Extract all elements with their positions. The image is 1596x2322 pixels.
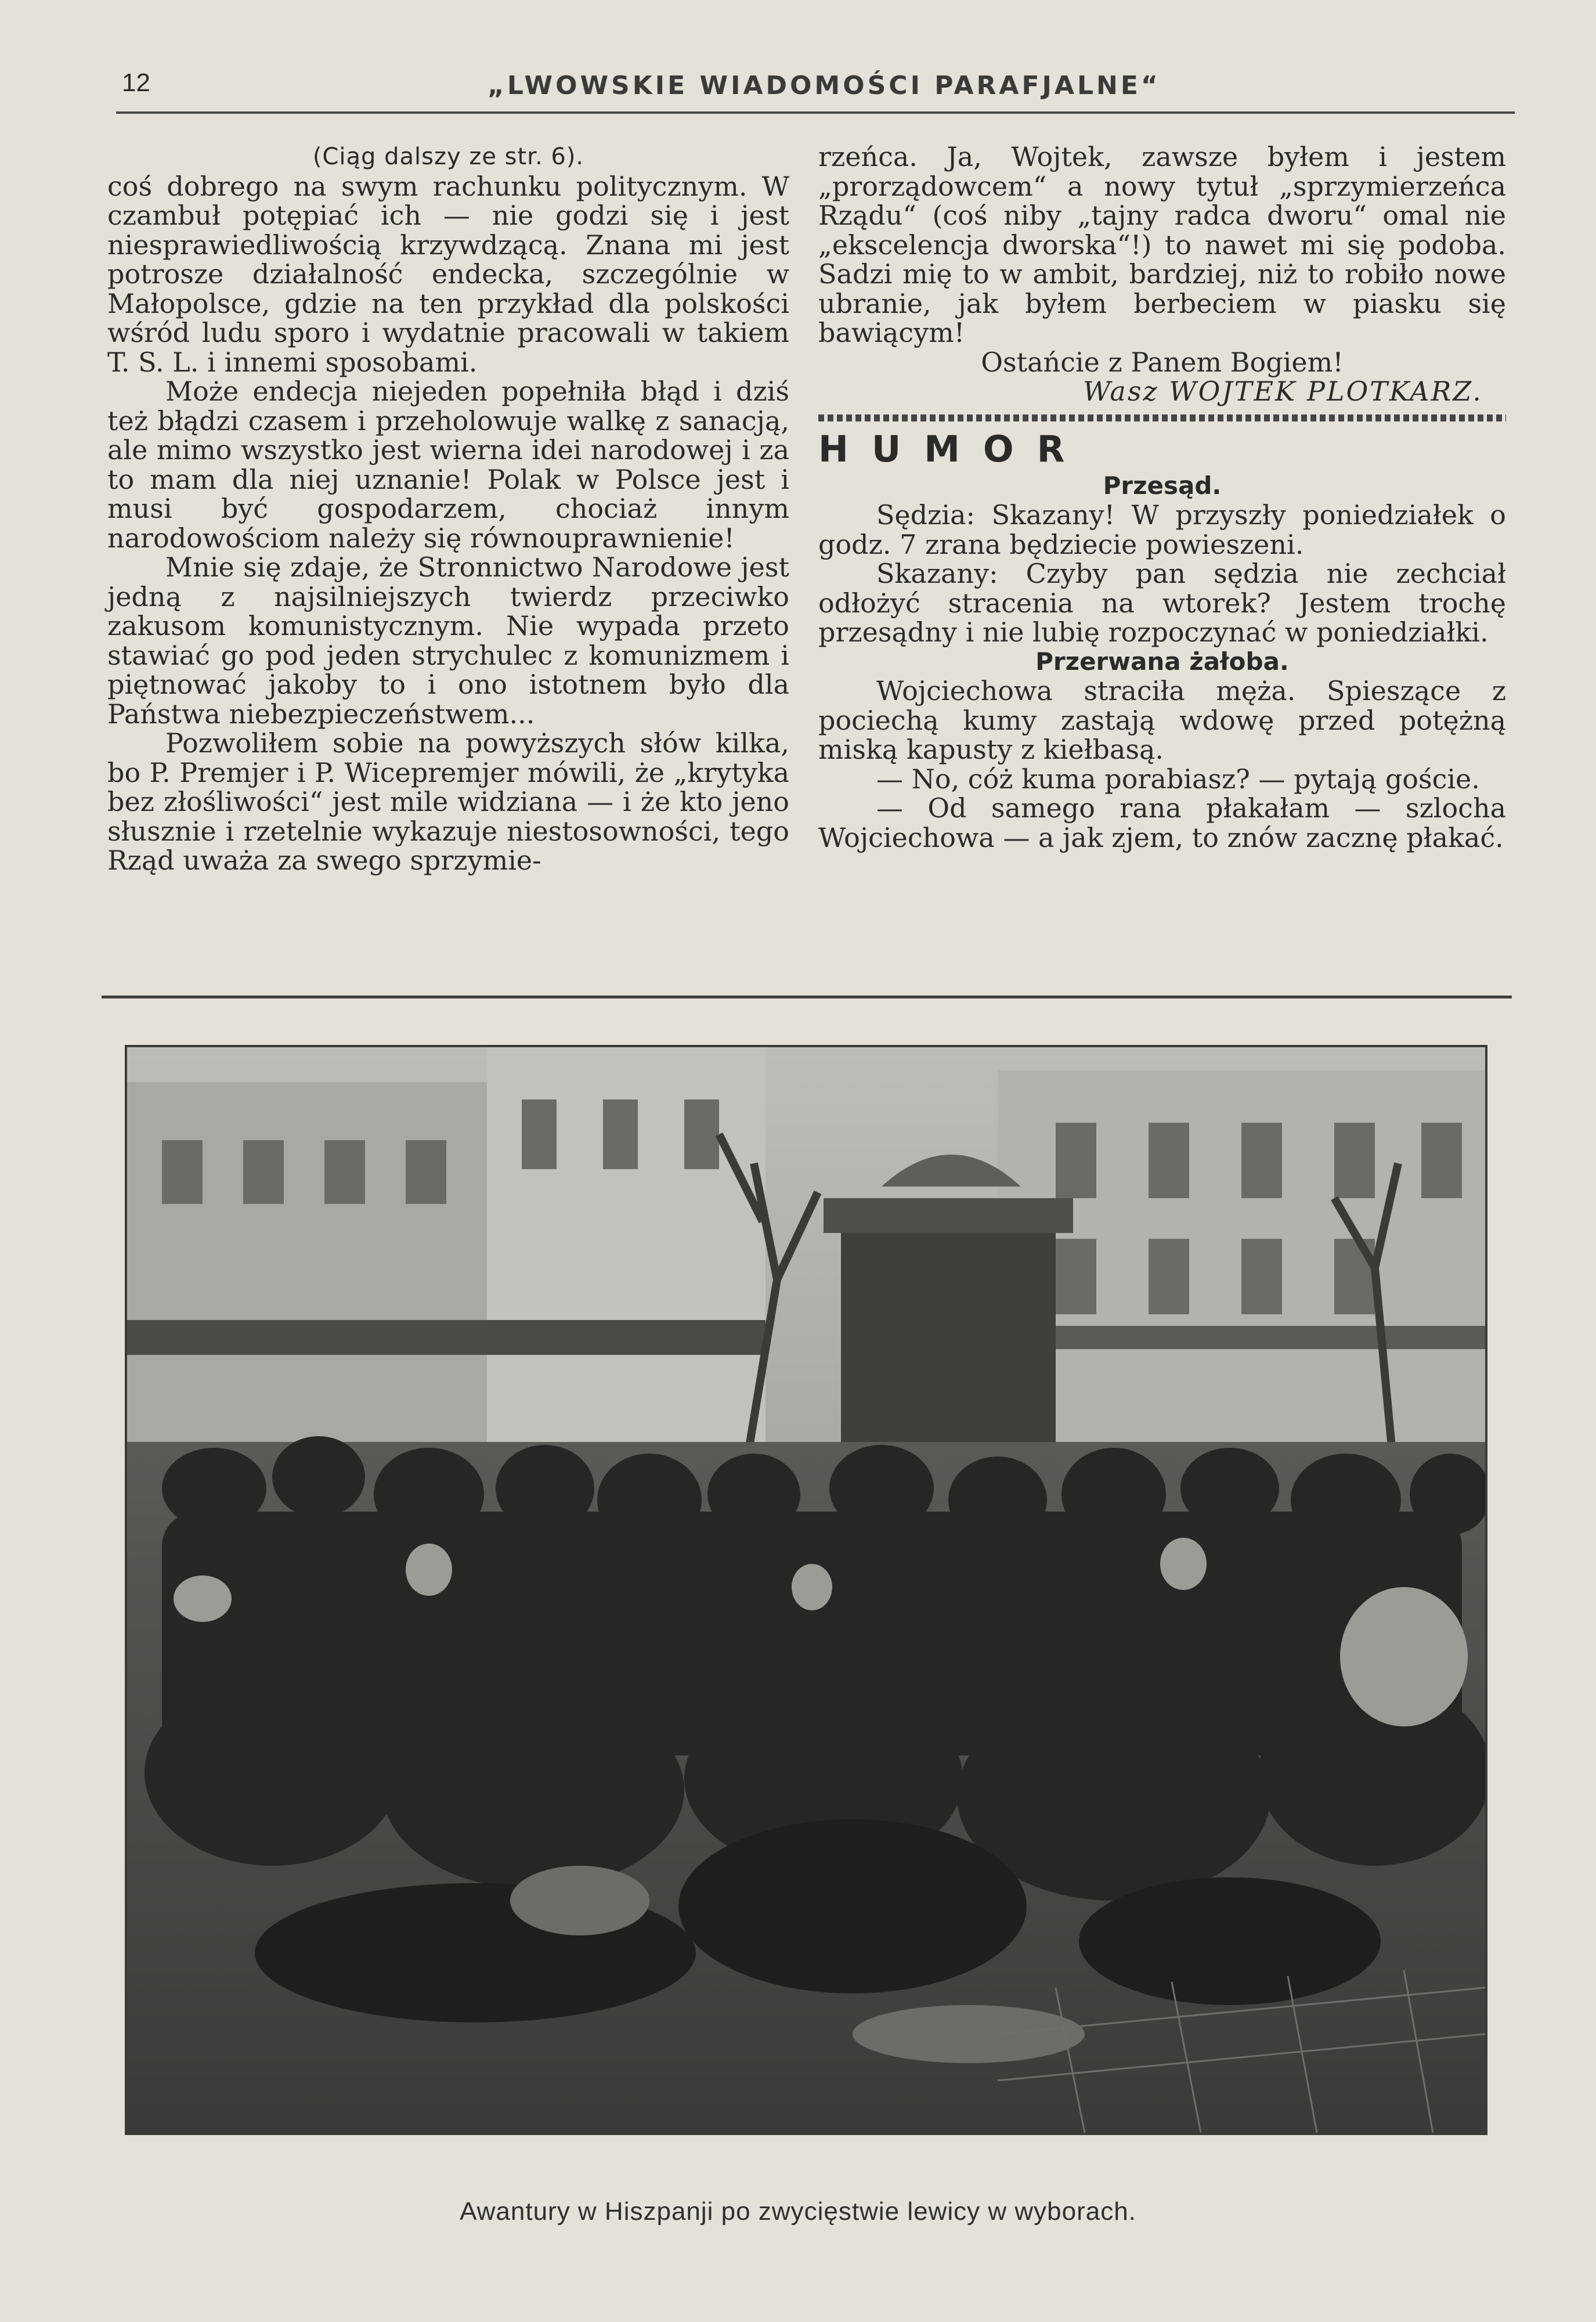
article-paragraph: rzeńca. Ja, Wojtek, zawsze byłem i jestem „prorządowcem“ a nowy tytuł „sprzymierzeńca Rządu“ (coś niby „tajny radca dworu“ omal nie „ekscelencja dworska“!) to nawet mi się podoba. Sadzi mię to w ambit, bardziej, niż to robiło nowe ubranie, jak byłem berbeciem w piasku się bawiącym! bbox=[818, 141, 1506, 348]
farewell-line: Ostańcie z Panem Bogiem! bbox=[981, 346, 1344, 378]
article-paragraph: Mnie się zdaje, że Stronnictwo Narodowe jest jedną z najsilniejszych twierdz przeciwko zakusom komunistycznym. Nie wypada przeto stawiać go pod jeden strychulec z komunizmem i piętnować jakoby to i ono istotnem było dla Państwa niebezpieczeństwem... bbox=[107, 551, 789, 730]
joke-paragraph: Wojciechowa straciła męża. Spieszące z pociechą kumy zastają wdowę przed potężną miską kapusty z kiełbasą. bbox=[818, 675, 1506, 765]
page-header bbox=[116, 68, 1515, 115]
joke-paragraph: Skazany: Czyby pan sędzia nie zechciał odłożyć stracenia na wtorek? Jestem trochę przesądny i nie lubię rozpoczynać w poniedziałki. bbox=[818, 558, 1506, 648]
ornamental-divider bbox=[818, 414, 1506, 421]
article-paragraph: coś dobrego na swym rachunku politycznym. W czambuł potępiać ich — nie godzi się i jest niesprawiedliwością krzywdzącą. Znana mi jest potrosze działalność endecka, szczególnie w Małopolsce, gdzie na ten przykład dla polskości wśród ludu sporo i wydatnie pracowali w takiem T. S. L. i innemi sposobami. bbox=[107, 170, 789, 378]
right-column bbox=[818, 142, 1506, 852]
continuation-note: (Ciąg dalszy ze str. 6). bbox=[312, 143, 584, 170]
joke-paragraph: — No, cóż kuma porabiasz? — pytają goście. bbox=[876, 763, 1480, 795]
joke-title: Przesąd. bbox=[1103, 471, 1222, 500]
left-column bbox=[107, 142, 789, 875]
photo-top-rule bbox=[102, 996, 1512, 998]
photo-illustration bbox=[127, 1047, 1485, 2133]
masthead-title: „LWOWSKIE WIADOMOŚCI PARAFJALNE“ bbox=[488, 71, 1161, 100]
photo-caption: Awantury w Hiszpanji po zwycięstwie lewicy w wyborach. bbox=[460, 2197, 1136, 2226]
author-signature: Wasz WOJTEK PLOTKARZ. bbox=[1083, 376, 1483, 407]
street-crowd-photo bbox=[125, 1045, 1487, 2135]
joke-title: Przerwana żałoba. bbox=[1035, 647, 1289, 676]
header-rule bbox=[116, 111, 1515, 114]
joke-paragraph: — Od samego rana płakałam — szlocha Wojciechowa — a jak zjem, to znów zacznę płakać. bbox=[818, 792, 1506, 853]
joke-paragraph: Sędzia: Skazany! W przyszły poniedziałek o godz. 7 zrana będziecie powieszeni. bbox=[818, 499, 1506, 560]
humor-heading: HUMOR bbox=[818, 427, 1088, 470]
page-number: 12 bbox=[122, 68, 150, 97]
article-paragraph: Może endecja niejeden popełniła błąd i dziś też błądzi czasem i przeholowuje walkę z sanacją, ale mimo wszystko jest wierna idei narodowej i za to mam dla niej uznanie! Polak w Polsce jest i musi być gospodarzem, chociaż innym narodowościom należy się równouprawnienie! bbox=[107, 376, 789, 554]
article-paragraph: Pozwoliłem sobie na powyższych słów kilka, bo P. Premjer i P. Wicepremjer mówili, że „krytyka bez złośliwości“ jest mile widziana — i że kto jeno słusznie i rzetelnie wykazuje niestosowności, tego Rząd uważa za swego sprzymie- bbox=[107, 727, 789, 876]
